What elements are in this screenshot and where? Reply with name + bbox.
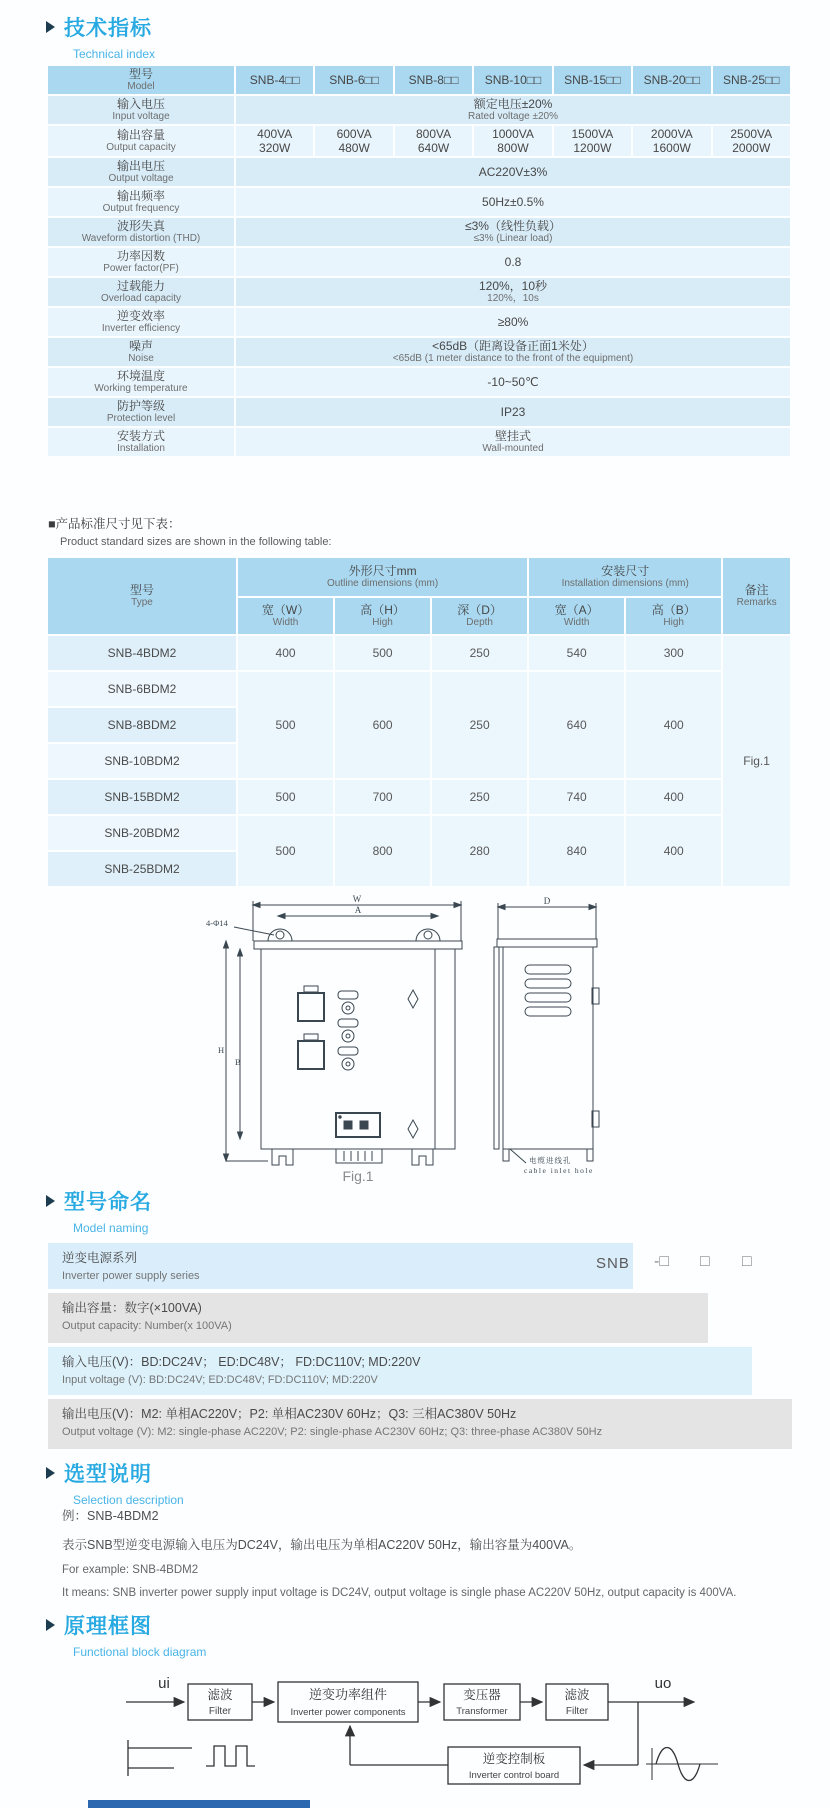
spec-capacity-cell <box>554 126 631 156</box>
value-zh: -10~50℃ <box>487 375 539 389</box>
header-zh: 深（D） <box>457 603 502 617</box>
size-subheader-w <box>238 598 333 634</box>
model-code-token-2: □ <box>700 1253 710 1270</box>
model-name: SNB-6□□ <box>329 73 380 87</box>
table-row <box>48 158 790 186</box>
label-zh: 过载能力 <box>116 279 165 293</box>
triangle-bullet-icon <box>46 1195 55 1207</box>
size-value-cell: 700 <box>335 780 430 814</box>
size-header-group-row <box>48 558 790 596</box>
label-en: Power factor(PF) <box>103 263 179 274</box>
naming-bar-series <box>48 1243 633 1289</box>
block-transformer-en: Transformer <box>456 1706 508 1717</box>
spec-row-value <box>236 218 790 246</box>
label-zh: 噪声 <box>128 339 153 353</box>
holes-label: 4-Φ14 <box>206 918 228 928</box>
size-header-remarks <box>723 558 790 634</box>
header-zh: 高（B） <box>651 603 696 617</box>
header-zh: 宽（W） <box>261 603 310 617</box>
size-model-cell: SNB-8BDM2 <box>48 708 236 742</box>
model-code-token-3: □ <box>742 1253 752 1270</box>
block-control-en: Inverter control board <box>468 1770 560 1781</box>
naming-bar-input-voltage <box>48 1347 752 1395</box>
size-value-cell: 500 <box>335 636 430 670</box>
bar-text-zh: 输出电压(V)：M2: 单相AC220V；P2: 单相AC230V 60Hz；Q3: 三相AC380V 50Hz <box>62 1407 517 1421</box>
size-model-cell: SNB-15BDM2 <box>48 780 236 814</box>
value-en: Wall-mounted <box>482 443 544 454</box>
label-en: Output frequency <box>102 203 180 214</box>
size-model-cell: SNB-4BDM2 <box>48 636 236 670</box>
section-title-text: 技术指标 <box>64 17 152 40</box>
block-power-zh: 逆变功率组件 <box>308 1687 388 1702</box>
capacity-w: 1200W <box>573 141 612 155</box>
label-zh: 功率因数 <box>116 249 165 263</box>
capacity-w: 2000W <box>732 141 771 155</box>
capacity-w: 640W <box>417 141 450 155</box>
bar-text-en: Input voltage (V): BD:DC24V; ED:DC48V; FD:DC110V; MD:220V <box>62 1374 378 1386</box>
table-row <box>48 188 790 216</box>
size-value-cell: 400 <box>238 636 333 670</box>
size-value-cell: 400 <box>626 780 721 814</box>
header-en: Installation dimensions (mm) <box>561 578 689 589</box>
value-en: Rated voltage ±20% <box>468 111 558 122</box>
size-value-cell: 280 <box>432 816 527 886</box>
header-zh: 外形尺寸mm <box>348 564 417 578</box>
table-row <box>48 428 790 456</box>
table-row <box>48 126 790 156</box>
size-subheader-h <box>335 598 430 634</box>
table-row <box>48 816 790 850</box>
selection-description-text <box>62 1506 736 1610</box>
label-zh: 输出频率 <box>116 189 165 203</box>
spec-row-value <box>236 278 790 306</box>
block-diagram-svg <box>118 1664 722 1794</box>
table-row <box>48 636 790 670</box>
spec-model-col <box>713 66 790 94</box>
capacity-w: 320W <box>259 141 291 155</box>
header-en: Remarks <box>736 597 777 608</box>
section-title-zh <box>46 1458 184 1488</box>
spec-model-col <box>554 66 631 94</box>
triangle-bullet-icon <box>46 1619 55 1631</box>
size-model-cell: SNB-6BDM2 <box>48 672 236 706</box>
label-zh: 安装方式 <box>116 429 165 443</box>
label-zh: 逆变效率 <box>116 309 165 323</box>
spec-row-label <box>48 398 234 426</box>
selection-example-en: For example: SNB-4BDM2 <box>62 1564 199 1576</box>
capacity-va: 2500VA <box>730 127 773 141</box>
naming-bar-output-voltage <box>48 1399 792 1449</box>
table-row <box>48 672 790 706</box>
value-en: <65dB (1 meter distance to the front of the equipment) <box>392 353 634 364</box>
header-en: Width <box>563 617 590 628</box>
section-header-technical <box>46 12 155 61</box>
header-en: Width <box>272 617 299 628</box>
value-en: ≤3% (Linear load) <box>473 233 553 244</box>
dim-label-b: B <box>235 1057 241 1067</box>
spec-row-value <box>236 338 790 366</box>
block-output-label: uo <box>654 1675 672 1692</box>
label-en: Noise <box>128 353 154 364</box>
spec-row-label <box>48 428 234 456</box>
spec-row-label <box>48 188 234 216</box>
spec-row-label <box>48 158 234 186</box>
header-zh: 宽（A） <box>554 603 599 617</box>
product-size-table <box>46 556 792 888</box>
block-filter1-en: Filter <box>208 1706 232 1717</box>
header-en: Type <box>131 597 153 608</box>
capacity-va: 800VA <box>415 127 452 141</box>
value-zh: IP23 <box>500 405 526 419</box>
figure-caption: Fig.1 <box>342 1168 374 1184</box>
spec-row-label <box>48 338 234 366</box>
spec-model-col <box>315 66 392 94</box>
block-control-zh: 逆变控制板 <box>482 1752 546 1766</box>
spec-row-label <box>48 368 234 396</box>
section-title-en: Selection description <box>73 1493 184 1507</box>
label-zh: 防护等级 <box>116 399 165 413</box>
triangle-bullet-icon <box>46 1467 55 1479</box>
functional-block-diagram <box>118 1664 722 1799</box>
label-zh: 波形失真 <box>116 219 165 233</box>
block-input-label: ui <box>158 1675 170 1692</box>
spec-row-value <box>236 398 790 426</box>
value-zh: ≤3%（线性负载） <box>465 219 561 233</box>
table-row <box>48 278 790 306</box>
table-header-row <box>48 66 790 94</box>
spec-model-col <box>633 66 710 94</box>
footer-decoration-bar <box>88 1800 310 1808</box>
capacity-w: 480W <box>338 141 370 155</box>
size-value-cell: 400 <box>626 672 721 778</box>
capacity-va: 400VA <box>257 127 293 141</box>
dimension-drawing-svg <box>198 893 658 1185</box>
size-header-install <box>529 558 721 596</box>
spec-row-value <box>236 308 790 336</box>
technical-spec-table <box>46 64 792 458</box>
table-row <box>48 338 790 366</box>
spec-row-label <box>48 218 234 246</box>
section-header-block-diagram <box>46 1610 206 1659</box>
size-value-cell: 500 <box>238 780 333 814</box>
model-code-prefix: SNB <box>596 1255 630 1272</box>
spec-capacity-cell <box>236 126 313 156</box>
size-value-cell: 250 <box>432 780 527 814</box>
size-value-cell: 800 <box>335 816 430 886</box>
selection-meaning-zh: 表示SNB型逆变电源输入电压为DC24V，输出电压为单相AC220V 50Hz，输出容量为400VA。 <box>62 1538 582 1552</box>
size-model-cell: SNB-10BDM2 <box>48 744 236 778</box>
size-subheader-d <box>432 598 527 634</box>
model-name: SNB-25□□ <box>723 73 780 87</box>
size-subheader-b <box>626 598 721 634</box>
model-name: SNB-8□□ <box>408 73 459 87</box>
model-name: SNB-10□□ <box>484 73 542 87</box>
spec-row-value <box>236 188 790 216</box>
spec-row-label <box>48 308 234 336</box>
capacity-va: 1500VA <box>571 127 614 141</box>
size-value-cell: 500 <box>238 816 333 886</box>
label-zh: 环境温度 <box>116 369 165 383</box>
spec-model-col <box>474 66 551 94</box>
label-en: Input voltage <box>112 111 170 122</box>
table-row <box>48 398 790 426</box>
section-title-en: Functional block diagram <box>73 1645 207 1659</box>
section-title-text: 选型说明 <box>64 1463 152 1486</box>
cable-inlet-label-zh: 电缆进线孔 <box>529 1156 572 1165</box>
cable-inlet-label-en: cable inlet hole <box>524 1166 594 1175</box>
capacity-va: 2000VA <box>650 127 693 141</box>
size-value-cell: 640 <box>529 672 624 778</box>
table-row <box>48 780 790 814</box>
size-header-type <box>48 558 236 634</box>
header-zh: 备注 <box>744 583 769 597</box>
label-zh: 输入电压 <box>116 97 165 111</box>
label-en: Inverter efficiency <box>101 323 181 334</box>
size-value-cell: 600 <box>335 672 430 778</box>
size-model-cell: SNB-25BDM2 <box>48 852 236 886</box>
dim-label-a: A <box>354 905 362 915</box>
size-value-cell: 400 <box>626 816 721 886</box>
size-value-cell: 250 <box>432 672 527 778</box>
spec-row-value <box>236 96 790 124</box>
size-model-cell: SNB-20BDM2 <box>48 816 236 850</box>
value-zh: 120%，10秒 <box>478 279 548 293</box>
dim-label-w: W <box>352 894 362 904</box>
label-en: Protection level <box>106 413 176 424</box>
block-filter2-en: Filter <box>565 1706 589 1717</box>
header-en: Model <box>127 81 155 92</box>
section-title-en: Technical index <box>73 47 156 61</box>
table-row <box>48 218 790 246</box>
model-name: SNB-20□□ <box>643 73 701 87</box>
table-row <box>48 368 790 396</box>
size-table-note <box>48 514 332 548</box>
section-header-naming <box>46 1186 152 1235</box>
selection-example-zh: 例：SNB-4BDM2 <box>62 1509 159 1523</box>
spec-capacity-cell <box>713 126 790 156</box>
header-zh: 高（H） <box>360 603 405 617</box>
header-zh: 型号 <box>128 67 153 81</box>
table-row <box>48 308 790 336</box>
table-row <box>48 96 790 124</box>
capacity-w: 800W <box>497 141 529 155</box>
size-value-cell: 740 <box>529 780 624 814</box>
spec-row-label <box>48 248 234 276</box>
model-name: SNB-4□□ <box>249 73 300 87</box>
naming-bar-capacity <box>48 1293 708 1343</box>
spec-row-label <box>48 126 234 156</box>
bar-text-en: Inverter power supply series <box>62 1270 200 1282</box>
label-en: Overload capacity <box>100 293 182 304</box>
value-zh: 0.8 <box>504 255 522 269</box>
table-row <box>48 248 790 276</box>
block-transformer-zh: 变压器 <box>463 1688 501 1702</box>
header-zh: 型号 <box>130 583 155 597</box>
spec-row-label <box>48 278 234 306</box>
bar-text-en: Output voltage (V): M2: single-phase AC220V; P2: single-phase AC230V 60Hz; Q3: three-phase AC380V 50Hz <box>62 1426 603 1438</box>
header-en: High <box>663 617 684 628</box>
value-zh: <65dB（距离设备正面1米处） <box>432 339 594 353</box>
model-naming-diagram <box>48 1243 792 1458</box>
header-en: Depth <box>466 617 493 628</box>
label-zh: 输出容量 <box>116 128 165 142</box>
value-zh: 50Hz±0.5% <box>482 195 544 209</box>
section-title-text: 原理框图 <box>64 1615 152 1638</box>
spec-row-value <box>236 158 790 186</box>
spec-model-col <box>395 66 472 94</box>
spec-row-value <box>236 248 790 276</box>
bar-text-zh: 输出容量：数字(×100VA) <box>62 1301 202 1315</box>
spec-row-value <box>236 428 790 456</box>
label-en: Waveform distortion (THD) <box>81 233 201 244</box>
bar-text-en: Output capacity: Number(x 100VA) <box>62 1320 232 1332</box>
value-zh: AC220V±3% <box>478 165 548 179</box>
label-en: Installation <box>117 443 165 454</box>
dim-label-h: H <box>218 1045 225 1055</box>
label-en: Output capacity <box>106 142 176 153</box>
triangle-bullet-icon <box>46 21 55 33</box>
label-zh: 输出电压 <box>116 159 165 173</box>
section-title-zh <box>46 1610 206 1640</box>
bar-text-zh: 输入电压(V)：BD:DC24V； ED:DC48V； FD:DC110V; MD:220V <box>62 1355 421 1369</box>
size-remark-cell: Fig.1 <box>723 636 790 886</box>
size-value-cell: 500 <box>238 672 333 778</box>
section-title-text: 型号命名 <box>64 1191 152 1214</box>
model-code-token-1: -□ <box>654 1253 669 1270</box>
spec-capacity-cell <box>315 126 392 156</box>
size-subheader-a <box>529 598 624 634</box>
note-zh: ■产品标准尺寸见下表： <box>48 517 181 531</box>
value-zh: ≥80% <box>497 315 529 329</box>
section-title-zh <box>46 1186 152 1216</box>
block-filter1-zh: 滤波 <box>207 1688 233 1702</box>
size-value-cell: 540 <box>529 636 624 670</box>
capacity-w: 1600W <box>652 141 691 155</box>
size-value-cell: 840 <box>529 816 624 886</box>
bar-text-zh: 逆变电源系列 <box>62 1251 138 1265</box>
spec-capacity-cell <box>474 126 551 156</box>
dimension-figure <box>198 893 658 1185</box>
value-en: 120%，10s <box>487 293 539 304</box>
section-title-en: Model naming <box>73 1221 149 1235</box>
selection-meaning-en: It means: SNB inverter power supply input voltage is DC24V, output voltage is single phase AC220V 50Hz, output capacity is 400VA. <box>62 1587 737 1599</box>
block-power-en: Inverter power components <box>290 1707 406 1718</box>
section-header-selection <box>46 1458 184 1507</box>
spec-capacity-cell <box>395 126 472 156</box>
note-en: Product standard sizes are shown in the following table: <box>60 536 332 548</box>
section-title-zh <box>46 12 155 42</box>
header-en: High <box>372 617 393 628</box>
size-header-outline <box>238 558 527 596</box>
label-en: Output voltage <box>108 173 174 184</box>
capacity-va: 600VA <box>336 127 372 141</box>
value-zh: 壁挂式 <box>494 429 531 443</box>
spec-capacity-cell <box>633 126 710 156</box>
header-en: Outline dimensions (mm) <box>327 578 439 589</box>
spec-row-value <box>236 368 790 396</box>
label-en: Working temperature <box>94 383 188 394</box>
value-zh: 额定电压±20% <box>473 97 553 111</box>
spec-header-model <box>48 66 234 94</box>
header-zh: 安装尺寸 <box>601 564 650 578</box>
dim-label-d: D <box>543 896 551 906</box>
block-filter2-zh: 滤波 <box>564 1688 590 1702</box>
spec-model-col <box>236 66 313 94</box>
spec-row-label <box>48 96 234 124</box>
capacity-va: 1000VA <box>492 127 534 141</box>
size-value-cell: 300 <box>626 636 721 670</box>
model-name: SNB-15□□ <box>564 73 621 87</box>
size-value-cell: 250 <box>432 636 527 670</box>
